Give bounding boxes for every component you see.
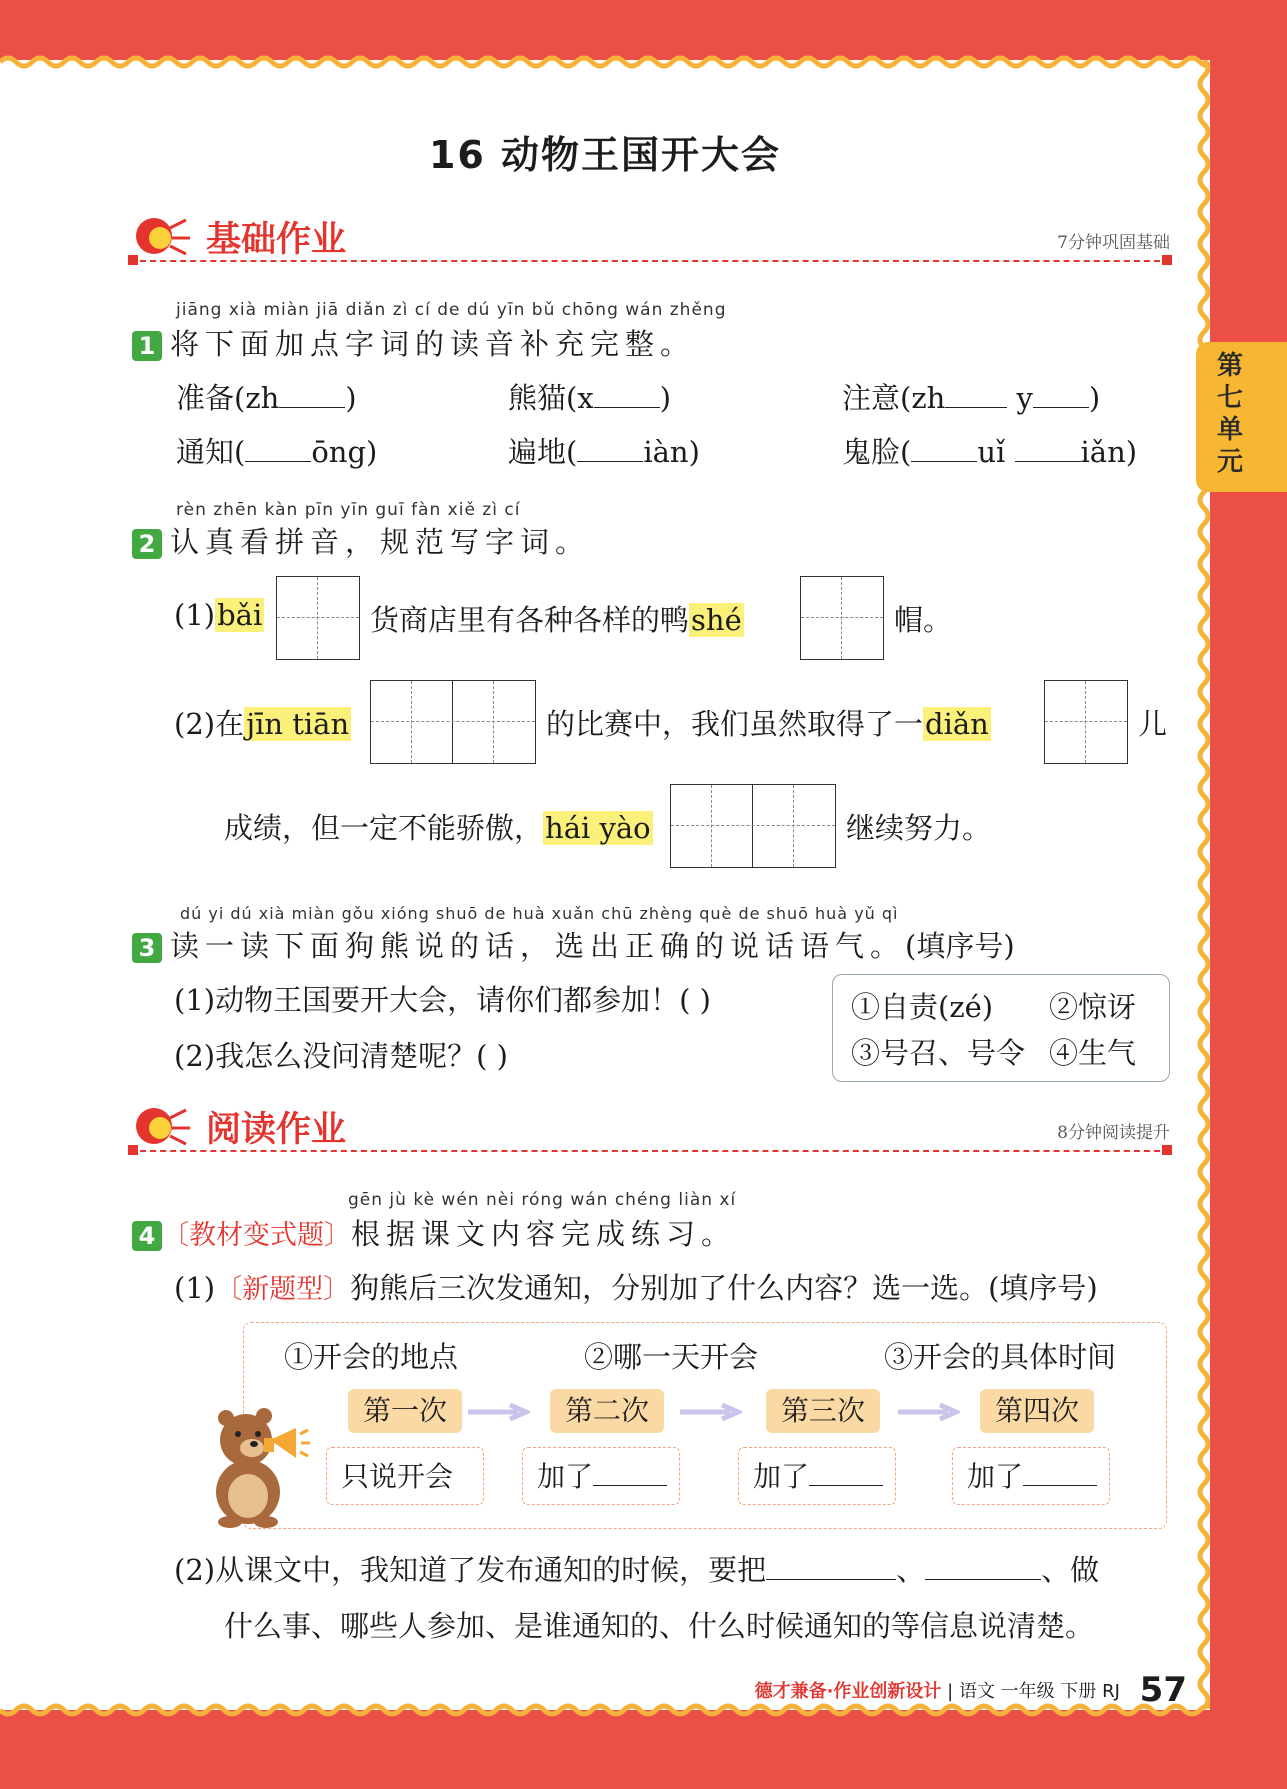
notice-flow-box [243, 1322, 1167, 1529]
section-divider [130, 1150, 1170, 1152]
answer-blank[interactable] [593, 1465, 667, 1486]
highlighted-pinyin: shé [691, 603, 742, 637]
highlighted-pinyin: diǎn [925, 707, 989, 741]
answer-blank[interactable] [1023, 1465, 1097, 1486]
answer-text: 加了 [537, 1460, 594, 1493]
answer-box[interactable] [952, 1447, 1110, 1505]
q4-part-2-line-2: 什么事、哪些人参加、是谁通知的、什么时候通知的等信息说清楚。 [224, 1609, 1095, 1643]
q1-word: 鬼脸 [842, 435, 901, 469]
q1-word: 熊猫 [508, 381, 567, 415]
q1-pinyin-prefix: (x [566, 381, 594, 415]
highlighted-pinyin: hái yào [545, 811, 651, 845]
q1-pinyin-suffix: ) [345, 381, 357, 415]
question-number: 3 [132, 933, 162, 963]
answer-blank[interactable] [1033, 379, 1089, 408]
q1-pinyin-prefix: (zh [900, 381, 946, 415]
q2-sentence-text: 的比赛中，我们虽然取得了一 [546, 707, 924, 741]
q2-sentence-3-end: 继续努力。 [846, 811, 992, 845]
right-wave-border [1190, 60, 1218, 1710]
tianzige-box-double[interactable] [670, 784, 836, 868]
q1-word: 注意 [842, 381, 901, 415]
q2-sentence-label: (1) [174, 598, 216, 632]
question-2 [132, 520, 590, 561]
q2-sentence-label: (2)在 [174, 707, 245, 741]
tianzige-box[interactable] [800, 576, 884, 660]
question-text: 认真看拼音，规范写字词。 [170, 525, 591, 559]
tianzige-box-double[interactable] [370, 680, 536, 764]
q2-sentence-1-end: 帽。 [894, 603, 953, 637]
highlighted-pinyin: bǎi [217, 598, 263, 632]
right-arrow-icon [680, 1403, 742, 1421]
divider-end [1162, 1145, 1172, 1155]
divider-end [1162, 255, 1172, 265]
q2-sentence-2-mid [546, 702, 991, 743]
q2-sentence-1-start [174, 598, 264, 632]
q1-item [842, 376, 1100, 417]
section-header-reading [130, 1102, 1170, 1152]
option: ④生气 [1049, 1036, 1137, 1070]
q4-part-label: (1) [174, 1271, 216, 1305]
answer-text: 只说开会 [341, 1460, 454, 1493]
question-text: 根据课文内容完成练习。 [351, 1217, 737, 1251]
section-label-reading: 阅读作业 [206, 1110, 347, 1150]
q1-pinyin-prefix: ( [234, 435, 246, 469]
tianzige-box[interactable] [276, 576, 360, 660]
megaphone-icon [130, 1104, 196, 1150]
q2-pinyin: rèn zhēn kàn pīn yīn guī fàn xiě zì cí [176, 500, 521, 520]
answer-blank[interactable] [245, 433, 311, 462]
page-footer [755, 1670, 1187, 1710]
question-number: 2 [132, 529, 162, 559]
q1-pinyin-suffix: iǎn) [1080, 435, 1138, 469]
question-text: 读一读下面狗熊说的话，选出正确的说话语气。 [170, 929, 906, 963]
option: ②惊讶 [1049, 990, 1137, 1024]
right-arrow-icon [898, 1403, 960, 1421]
q3-item-2: (2)我怎么没问清楚呢？( ) [174, 1039, 508, 1073]
question-number: 4 [132, 1221, 162, 1251]
q4-part-text: (2)从课文中，我知道了发布通知的时候，要把 [174, 1553, 767, 1587]
q4-part-text: 狗熊后三次发通知，分别加了什么内容？选一选。(填序号) [350, 1271, 1098, 1305]
answer-text: 加了 [967, 1460, 1024, 1493]
q1-pinyin-prefix: ( [566, 435, 578, 469]
new-question-tag: 〔新题型〕 [215, 1274, 351, 1305]
question-3 [132, 924, 1015, 965]
step-label: 第一次 [348, 1389, 462, 1433]
question-tag: 〔教材变式题〕 [162, 1220, 351, 1251]
answer-box [326, 1447, 484, 1505]
unit-tab-label: 第七单元 [1216, 351, 1243, 477]
section-divider [130, 260, 1170, 262]
q1-pinyin-mid: y [1016, 381, 1033, 415]
page-number: 57 [1139, 1670, 1187, 1710]
q2-sentence-1-mid [370, 598, 744, 639]
choice: ①开会的地点 [284, 1340, 459, 1374]
footer-brand: 德才兼备·作业创新设计 [754, 1681, 942, 1702]
q1-item [508, 430, 700, 471]
q4-part-text: 、 [896, 1553, 926, 1587]
q2-sentence-2-end: 儿 [1138, 707, 1168, 741]
bear-megaphone-illustration [204, 1400, 314, 1528]
option: ③号召、号令 [851, 1036, 1026, 1070]
q1-item [176, 430, 377, 471]
q1-pinyin-mid: uǐ [977, 435, 1006, 469]
answer-box[interactable] [522, 1447, 680, 1505]
question-number: 1 [132, 331, 162, 361]
q1-item [842, 430, 1137, 471]
right-arrow-icon [468, 1403, 530, 1421]
q2-sentence-2-start [174, 702, 351, 743]
q2-sentence-3-start [224, 806, 653, 847]
q1-pinyin-suffix: ōng) [311, 435, 378, 469]
q1-pinyin-suffix: ) [659, 381, 672, 415]
divider-end [128, 255, 138, 265]
step-label: 第二次 [550, 1389, 664, 1433]
page-title: 16 动物王国开大会 [428, 133, 782, 177]
answer-blank[interactable] [1015, 433, 1081, 462]
tianzige-box[interactable] [1044, 680, 1128, 764]
question-4 [132, 1212, 736, 1253]
unit-side-tab [1196, 342, 1287, 492]
section-sub-reading: 8分钟阅读提升 [1057, 1123, 1170, 1143]
highlighted-pinyin: jīn tiān [246, 707, 350, 741]
q3-item-1: (1)动物王国要开大会，请你们都参加！( ) [174, 983, 711, 1017]
answer-blank[interactable] [279, 379, 345, 408]
q1-pinyin-prefix: ( [900, 435, 912, 469]
question-hint: (填序号) [905, 929, 1015, 963]
answer-blank[interactable] [925, 1551, 1041, 1580]
q4-part-1 [174, 1266, 1098, 1307]
divider-end [128, 1145, 138, 1155]
answer-text: 加了 [753, 1460, 810, 1493]
q4-pinyin: gēn jù kè wén nèi róng wán chéng liàn xí [348, 1190, 737, 1210]
answer-blank[interactable] [809, 1465, 883, 1486]
question-1 [132, 322, 695, 363]
answer-blank[interactable] [577, 433, 643, 462]
answer-blank[interactable] [766, 1551, 896, 1580]
q1-item [176, 376, 357, 417]
choice: ③开会的具体时间 [884, 1340, 1117, 1374]
answer-blank[interactable] [911, 433, 977, 462]
section-label-basic: 基础作业 [206, 220, 347, 260]
q2-sentence-text: 货商店里有各种各样的鸭 [370, 603, 690, 637]
q1-item [508, 376, 671, 417]
q1-pinyin-suffix: iàn) [643, 435, 700, 469]
q4-part-text: 、做 [1041, 1553, 1100, 1587]
footer-info: | 语文 一年级 下册 RJ [947, 1681, 1120, 1702]
choice: ②哪一天开会 [584, 1340, 759, 1374]
question-text: 将下面加点字词的读音补充完整。 [170, 327, 696, 361]
q1-pinyin: jiāng xià miàn jiā diǎn zì cí de dú yīn bǔ chōng wán zhěng [176, 300, 727, 320]
megaphone-icon [130, 214, 196, 260]
step-label: 第四次 [980, 1389, 1094, 1433]
q3-options-box [832, 974, 1170, 1082]
section-sub-basic: 7分钟巩固基础 [1057, 233, 1170, 253]
q4-part-2-line-1 [174, 1548, 1099, 1589]
answer-blank[interactable] [945, 379, 1007, 408]
answer-blank[interactable] [594, 379, 660, 408]
q3-pinyin: dú yi dú xià miàn gǒu xióng shuō de huà xuǎn chū zhèng què de shuō huà yǔ qì [180, 904, 899, 923]
q1-word: 通知 [176, 435, 235, 469]
answer-box[interactable] [738, 1447, 896, 1505]
step-label: 第三次 [766, 1389, 880, 1433]
section-header-basic [130, 212, 1170, 262]
option: ①自责(zé) [851, 990, 994, 1024]
q1-word: 遍地 [508, 435, 567, 469]
q1-word: 准备 [176, 381, 235, 415]
q1-pinyin-suffix: ) [1088, 381, 1101, 415]
top-wave-border [0, 52, 1210, 70]
q1-pinyin-prefix: (zh [234, 381, 280, 415]
q2-sentence-text: 成绩，但一定不能骄傲， [224, 811, 544, 845]
